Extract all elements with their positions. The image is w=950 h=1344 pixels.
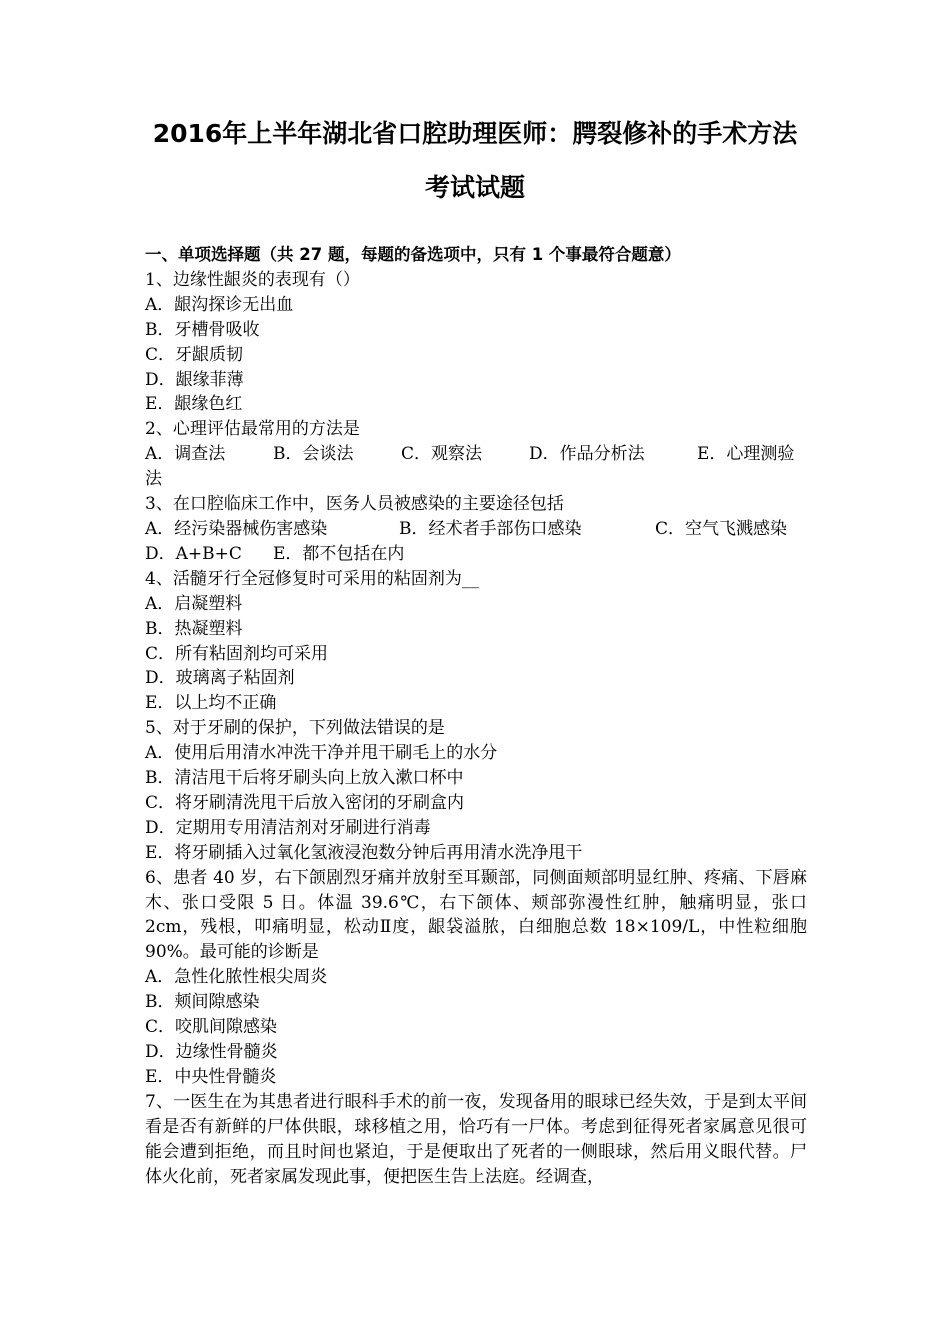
question-option: A．使用后用清水冲洗干净并甩干刷毛上的水分 — [145, 743, 498, 764]
question-stem: 1、边缘性龈炎的表现有（） — [145, 269, 360, 290]
question-option: E．龈缘色红 — [145, 394, 243, 415]
question-option: B．牙槽骨吸收 — [145, 319, 260, 340]
question-option: D．A+B+C — [145, 543, 242, 564]
question-stem: 7、一医生在为其患者进行眼科手术的前一夜，发现备用的眼球已经失效，于是到太平间看是否有新鲜的尸体供眼，球移植之用，恰巧有一尸体。考虑到征得死者家属意见很可能会遭到拒绝，而且时间也紧迫，于是便取出了死者的一侧眼球，然后用义眼代替。尸体火化前，死者家属发现此事，便把医生告上法庭。经调查， — [145, 1091, 807, 1187]
question-option: C．牙龈质韧 — [145, 344, 244, 365]
question-option: C．咬肌间隙感染 — [145, 1017, 278, 1038]
question-stem: 5、对于牙刷的保护，下列做法错误的是 — [145, 718, 445, 739]
question-option: C．观察法 — [401, 444, 483, 465]
option-row — [145, 542, 807, 567]
question-option: E．以上均不正确 — [145, 693, 277, 714]
question-option: B．清洁甩干后将牙刷头向上放入漱口杯中 — [145, 768, 464, 789]
document-body — [145, 243, 807, 1189]
question-option: A．调查法 — [145, 444, 226, 465]
document-title-line2: 考试试题 — [424, 173, 525, 202]
question-stem: 4、活髓牙行全冠修复时可采用的粘固剂为__ — [145, 568, 479, 589]
question-option: B．颊间隙感染 — [145, 992, 260, 1013]
question-stem: 2、心理评估最常用的方法是 — [145, 419, 360, 440]
question-option: B．经术者手部伤口感染 — [399, 518, 582, 539]
question-option: B．会谈法 — [273, 444, 354, 465]
question-stem: 6、患者 40 岁，右下颌剧烈牙痛并放射至耳颞部，同侧面颊部明显红肿、疼痛、下唇麻木、张口受限 5 日。体温 39.6℃，右下颌体、颊部弥漫性红肿，触痛明显，张口 2cm，残根，叩痛明显，松动Ⅱ度，龈袋溢脓，白细胞总数 18×109/L，中性粒细胞 90%。最可能的诊断是 — [145, 867, 807, 963]
question-option: A．启凝塑料 — [145, 593, 243, 614]
question-option: B．热凝塑料 — [145, 618, 243, 639]
question-option: D．龈缘菲薄 — [145, 369, 244, 390]
question-stem: 3、在口腔临床工作中，医务人员被感染的主要途径包括 — [145, 494, 564, 515]
option-row — [145, 442, 807, 467]
question-option: E．将牙刷插入过氧化氢液浸泡数分钟后再用清水洗净甩干 — [145, 842, 583, 863]
question-option: D．定期用专用清洁剂对牙刷进行消毒 — [145, 817, 431, 838]
question-option: D．边缘性骨髓炎 — [145, 1042, 278, 1062]
option-overflow-text: 法 — [145, 469, 162, 490]
question-option: D．作品分析法 — [529, 444, 645, 465]
question-option: A．急性化脓性根尖周炎 — [145, 967, 328, 988]
question-option: E．心理测验 — [697, 444, 795, 465]
section-heading: 一、单项选择题（共 27 题，每题的备选项中，只有 1 个事最符合题意） — [145, 245, 681, 264]
question-option: A．龈沟探诊无出血 — [145, 294, 294, 315]
question-option: E．中央性骨髓炎 — [145, 1066, 277, 1087]
question-option: D．玻璃离子粘固剂 — [145, 668, 295, 689]
question-option: C．所有粘固剂均可采用 — [145, 643, 329, 664]
question-option: A．经污染器械伤害感染 — [145, 518, 328, 539]
question-option: C．将牙刷清洗甩干后放入密闭的牙刷盒内 — [145, 792, 465, 813]
question-option: C．空气飞溅感染 — [655, 518, 788, 539]
option-row — [145, 517, 807, 542]
question-option: E．都不包括在内 — [273, 543, 405, 564]
document-title-line1: 2016年上半年湖北省口腔助理医师：腭裂修补的手术方法 — [152, 119, 798, 148]
